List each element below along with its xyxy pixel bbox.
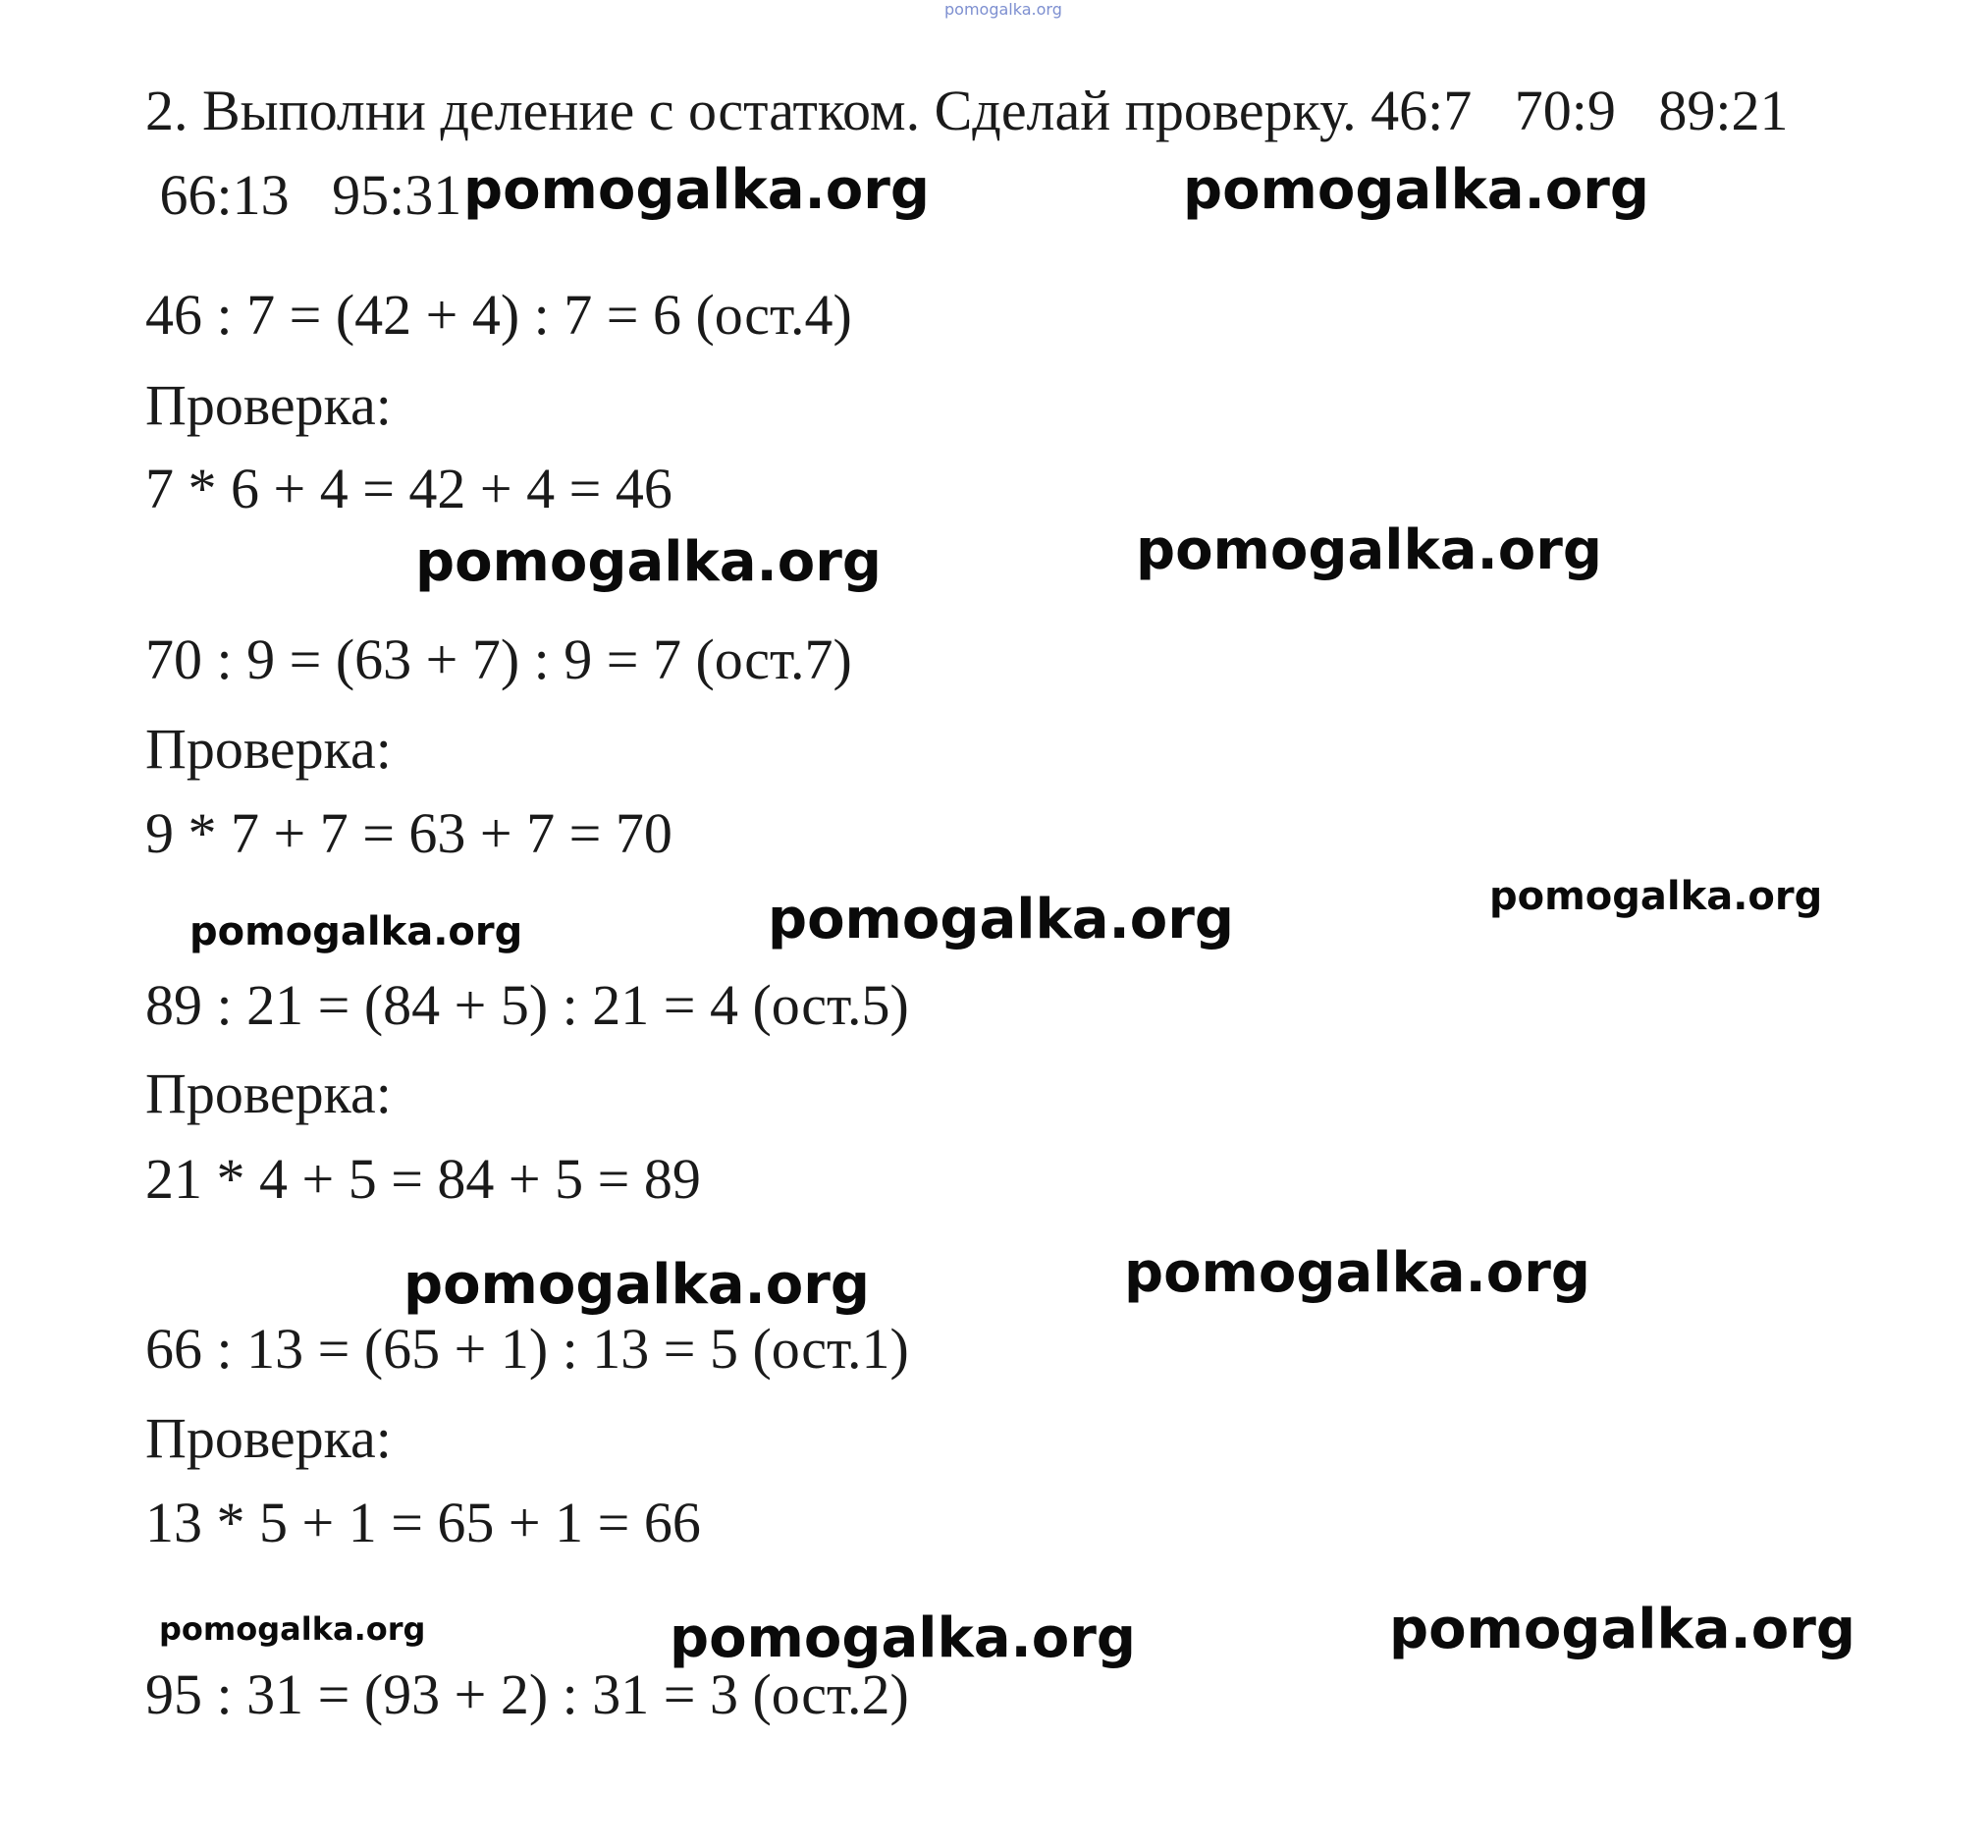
watermark: pomogalka.org [189, 909, 523, 954]
watermark: pomogalka.org [768, 888, 1234, 951]
top-watermark: pomogalka.org [944, 0, 1062, 19]
task-statement-line2: 66:13 95:31 [145, 163, 462, 227]
watermark: pomogalka.org [1136, 518, 1602, 582]
check-46-7: 7 * 6 + 4 = 42 + 4 = 46 [145, 457, 672, 520]
task-statement-line1: 2. Выполни деление с остатком. Сделай проверку. 46:7 70:9 89:21 [145, 79, 1789, 142]
watermark: pomogalka.org [159, 1610, 426, 1648]
check-89-21: 21 * 4 + 5 = 84 + 5 = 89 [145, 1147, 701, 1211]
watermark: pomogalka.org [403, 1253, 870, 1317]
check-label: Проверка: [145, 1406, 392, 1470]
watermark: pomogalka.org [415, 530, 882, 594]
check-label: Проверка: [145, 1061, 392, 1125]
division-66-13: 66 : 13 = (65 + 1) : 13 = 5 (ост.1) [145, 1317, 909, 1381]
watermark: pomogalka.org [463, 158, 930, 222]
check-label: Проверка: [145, 717, 392, 781]
check-66-13: 13 * 5 + 1 = 65 + 1 = 66 [145, 1491, 701, 1554]
watermark: pomogalka.org [1124, 1241, 1590, 1305]
watermark: pomogalka.org [670, 1606, 1136, 1670]
watermark: pomogalka.org [1389, 1598, 1855, 1661]
watermark: pomogalka.org [1183, 158, 1649, 222]
check-label: Проверка: [145, 373, 392, 437]
division-89-21: 89 : 21 = (84 + 5) : 21 = 4 (ост.5) [145, 973, 909, 1037]
watermark: pomogalka.org [1489, 874, 1823, 919]
division-46-7: 46 : 7 = (42 + 4) : 7 = 6 (ост.4) [145, 283, 852, 347]
check-70-9: 9 * 7 + 7 = 63 + 7 = 70 [145, 801, 672, 865]
division-70-9: 70 : 9 = (63 + 7) : 9 = 7 (ост.7) [145, 627, 852, 691]
division-95-31: 95 : 31 = (93 + 2) : 31 = 3 (ост.2) [145, 1662, 909, 1726]
